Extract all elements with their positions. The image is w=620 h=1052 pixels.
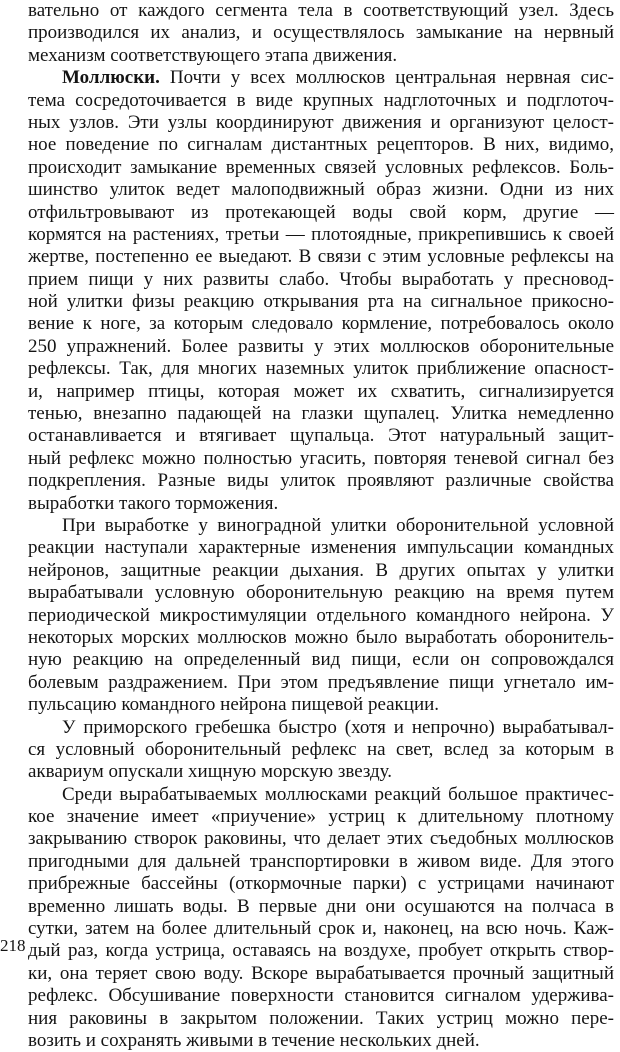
text-line <box>28 761 614 783</box>
text-line <box>28 739 614 761</box>
text-line <box>28 425 614 447</box>
line-text: дый раз, когда устрица, оставаясь на воздухе, пробует открыть створ- <box>28 940 614 962</box>
line-text: нейронов, защитные реакции дыхания. В других опытах у улитки <box>28 559 614 581</box>
text-line <box>28 45 614 67</box>
text-line <box>28 627 614 649</box>
line-text: останавливается и втягивает щупальца. Этот натуральный защит- <box>28 425 614 447</box>
document-page <box>28 0 614 1051</box>
line-text: ный рефлекс можно полностью угасить, повторяя теневой сигнал без <box>28 447 614 469</box>
line-text: Среди вырабатываемых моллюсками реакций большое практичес- <box>62 783 614 805</box>
line-text: кормятся на растениях, третьи — плотоядные, прикрепившись к своей <box>28 223 614 245</box>
line-text: болевым раздражением. При этом предъявление пищи угнетало им- <box>28 671 614 693</box>
text-line <box>28 403 614 425</box>
text-line <box>28 940 614 962</box>
line-text: ную реакцию на определенный вид пищи, если он сопровождался <box>28 649 614 671</box>
text-line <box>28 985 614 1007</box>
line-text: вение к ноге, за которым следовало кормление, потребовалось около <box>28 313 614 335</box>
line-text: пригодными для дальней транспортировки в живом виде. Для этого <box>28 850 614 872</box>
line-text: прибрежные бассейны (откормочные парки) с устрицами начинают <box>28 873 614 895</box>
text-line <box>28 336 614 358</box>
text-line <box>28 649 614 671</box>
line-text: реакции наступали характерные изменения импульсации командных <box>28 537 614 559</box>
text-line <box>28 1030 614 1052</box>
line-text: закрыванию створок раковины, что делает этих съедобных моллюсков <box>28 828 614 850</box>
text-line <box>28 694 614 716</box>
text-line <box>28 963 614 985</box>
line-text: прием пищи у них развиты слабо. Чтобы выработать у пресновод- <box>28 268 614 290</box>
text-line <box>28 269 614 291</box>
text-line <box>28 717 614 739</box>
line-text: ки, она теряет свою воду. Вскоре вырабатывается прочный защитный <box>28 962 614 984</box>
line-text: кое значение имеет «приучение» устриц к длительному плотному <box>28 806 614 828</box>
text-line <box>28 470 614 492</box>
line-text: тема сосредоточивается в виде крупных надглоточных и подглоточ- <box>28 89 614 111</box>
line-text: ной улитки физы реакцию открывания рта на сигнальное прикосно- <box>28 291 614 313</box>
text-line <box>28 157 614 179</box>
text-line <box>28 202 614 224</box>
line-text: тенью, внезапно падающей на глазки щупалец. Улитка немедленно <box>28 403 614 425</box>
line-text: У приморского гребешка быстро (хотя и непрочно) вырабатывал- <box>62 716 614 738</box>
text-line <box>28 381 614 403</box>
text-line <box>28 515 614 537</box>
line-text: 250 упражнений. Более развиты у этих моллюсков оборонительные <box>28 335 614 357</box>
text-line <box>28 0 614 22</box>
text-line <box>28 851 614 873</box>
text-line <box>28 828 614 850</box>
line-text: вырабатывали условную оборонительную реакцию на время путем <box>28 582 614 604</box>
text-line <box>28 873 614 895</box>
line-text: Почти у всех моллюсков центральная нервная сис- <box>159 67 614 89</box>
text-line <box>28 179 614 201</box>
text-line <box>28 784 614 806</box>
line-text: периодической микростимуляции отдельного командного нейрона. У <box>28 604 614 626</box>
line-text: ния раковины в закрытом положении. Таких устриц можно пере- <box>28 1007 614 1029</box>
line-text: ся условный оборонительный рефлекс на свет, вслед за которым в <box>28 738 614 760</box>
text-line <box>28 896 614 918</box>
text-line <box>28 291 614 313</box>
text-line <box>28 67 614 89</box>
text-line <box>28 493 614 515</box>
text-line <box>28 806 614 828</box>
text-line <box>28 112 614 134</box>
line-text: сутки, затем на более длительный срок и, наконец, на всю ночь. Каж- <box>28 918 614 940</box>
text-line <box>28 605 614 627</box>
line-text: вательно от каждого сегмента тела в соответствующий узел. Здесь <box>28 0 614 21</box>
body-text <box>28 0 614 1052</box>
line-text: выработки такого торможения. <box>28 492 279 514</box>
line-text: производился их анализ, и осуществлялось замыкание на нервный <box>28 22 614 44</box>
line-text: механизм соответствующего этапа движения. <box>28 44 398 66</box>
line-text: пульсацию командного нейрона пищевой реакции. <box>28 694 440 716</box>
line-text: и, например птицы, которая может их схватить, сигнализируется <box>28 380 614 402</box>
line-text: шинство улиток ведет малоподвижный образ жизни. Одни из них <box>28 179 614 201</box>
text-line <box>28 672 614 694</box>
text-line <box>28 560 614 582</box>
text-line <box>28 1008 614 1030</box>
text-line <box>28 246 614 268</box>
section-heading: Моллюски. <box>62 67 160 89</box>
line-text: происходит замыкание временных связей условных рефлексов. Боль- <box>28 156 614 178</box>
text-line <box>28 918 614 940</box>
text-line <box>28 224 614 246</box>
line-text: ных узлов. Эти узлы координируют движения и организуют целост- <box>28 111 614 133</box>
line-text: аквариум опускали хищную морскую звезду. <box>28 761 393 783</box>
text-line <box>28 90 614 112</box>
text-line <box>28 22 614 44</box>
page-number: 218 <box>0 936 26 955</box>
text-line <box>28 582 614 604</box>
text-line <box>28 358 614 380</box>
line-text: некоторых морских моллюсков можно было выработать оборонитель- <box>28 626 614 648</box>
line-text: жертве, постепенно ее выедают. В связи с этим условные рефлексы на <box>28 246 614 268</box>
line-text: отфильтровывают из протекающей воды свой корм, другие — <box>28 201 614 223</box>
text-line <box>28 448 614 470</box>
line-text: рефлексы. Так, для многих наземных улиток приближение опасност- <box>28 358 614 380</box>
text-line <box>28 134 614 156</box>
text-line <box>28 313 614 335</box>
line-text: При выработке у виноградной улитки оборонительной условной <box>62 514 614 536</box>
line-text: временно лишать воды. В первые дни они осушаются на полчаса в <box>28 895 614 917</box>
line-text: рефлекс. Обсушивание поверхности становится сигналом удержива- <box>28 985 614 1007</box>
line-text: возить и сохранять живыми в течение нескольких дней. <box>28 1029 480 1051</box>
line-text: подкрепления. Разные виды улиток проявляют различные свойства <box>28 470 614 492</box>
text-line <box>28 537 614 559</box>
line-text: ное поведение по сигналам дистантных рецепторов. В них, видимо, <box>28 134 614 156</box>
